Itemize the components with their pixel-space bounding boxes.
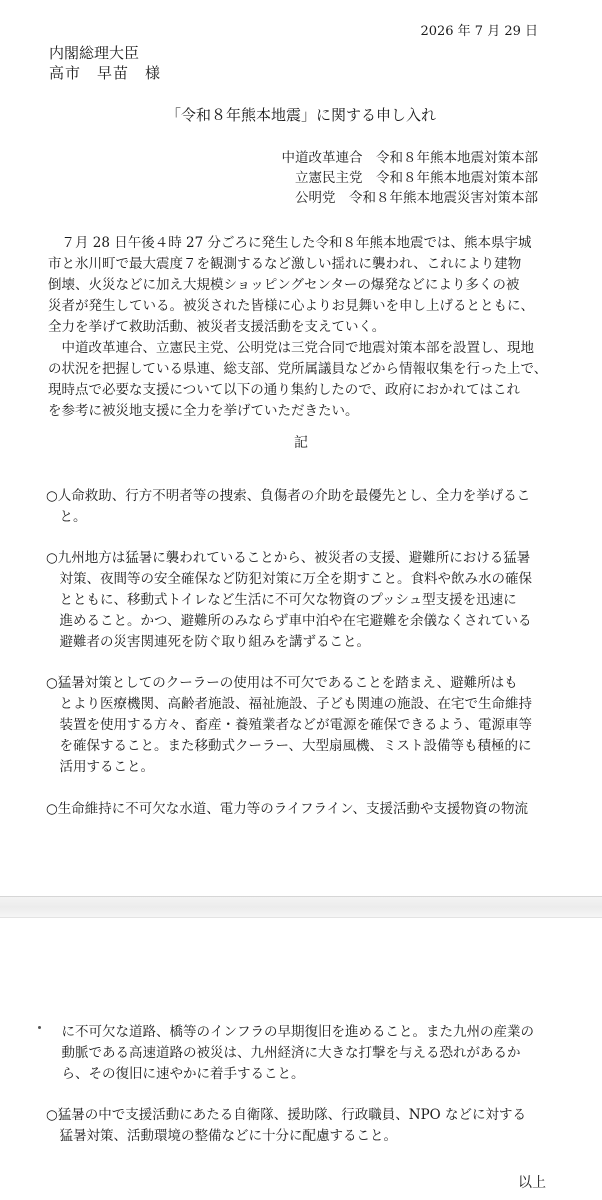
ki-heading: 記 (294, 435, 308, 451)
request-item-line: ○生命維持に不可欠な水道、電力等のライフライン、支援活動や支援物資の物流 (46, 801, 528, 817)
body-line: ７月 28 日午後４時 27 分ごろに発生した令和８年熊本地震では、熊本県宇城 (48, 235, 532, 251)
request-item-line: 活用すること。 (46, 759, 154, 775)
request-item-line: ○猛暑の中で支援活動にあたる自衛隊、援助隊、行政職員、NPO などに対する (46, 1107, 527, 1123)
body-line: 災者が発生している。被災された皆様に心よりお見舞いを申し上げるとともに、 (48, 298, 534, 314)
request-item-line: ○九州地方は猛暑に襲われていることから、被災者の支援、避難所における猛暑 (46, 550, 531, 566)
closing-ijo: 以上 (518, 1175, 546, 1191)
document-date: 2026 年 7 月 29 日 (420, 24, 538, 39)
body-line: を参考に被災地支援に全力を挙げていただきたい。 (48, 403, 359, 419)
body-line: 全力を挙げて救助活動、被災者支援活動を支えていく。 (48, 319, 386, 335)
body-line: 市と氷川町で最大震度７を観測するなど激しい揺れに襲われ、これにより建物 (48, 256, 522, 272)
request-item-line: 猛暑対策、活動環境の整備などに十分に配慮すること。 (46, 1128, 397, 1144)
scan-speck (38, 1026, 41, 1029)
request-item-line: 動脈である高速道路の被災は、九州経済に大きな打撃を与える恐れがあるか (48, 1045, 521, 1061)
sender-line: 立憲民主党 令和８年熊本地震対策本部 (295, 170, 538, 186)
request-item-line: とともに、移動式トイレなど生活に不可欠な物資のプッシュ型支援を迅速に (46, 592, 517, 608)
page-break-divider (0, 896, 602, 918)
request-item-line: を確保すること。また移動式クーラー、大型扇風機、ミスト設備等も積極的に (46, 738, 532, 754)
request-item-line: ○人命救助、行方不明者等の捜索、負傷者の介助を最優先とし、全力を挙げるこ (46, 488, 531, 504)
request-item-line: 避難者の災害関連死を防ぐ取り組みを講ずること。 (46, 634, 370, 650)
recipient-title: 内閣総理大臣 (49, 44, 140, 62)
request-item-line: に不可欠な道路、橋等のインフラの早期復旧を進めること。また九州の産業の (48, 1024, 534, 1040)
document-title: 「令和８年熊本地震」に関する申し入れ (165, 106, 436, 124)
request-item-line: ら、その復旧に速やかに着手すること。 (48, 1066, 305, 1082)
body-line: の状況を把握している県連、総支部、党所属議員などから情報収集を行った上で、 (48, 361, 548, 377)
request-item-line: とより医療機関、高齢者施設、福祉施設、子ども関連の施設、在宅で生命維持 (46, 696, 532, 712)
recipient-name: 高市 早苗 様 (49, 64, 162, 82)
body-line: 倒壊、火災などに加え大規模ショッピングセンターの爆発などにより多くの被 (48, 277, 520, 293)
request-item-line: 対策、夜間等の安全確保など防犯対策に万全を期すこと。食料や飲み水の確保 (46, 571, 532, 587)
request-item-line: ○猛暑対策としてのクーラーの使用は不可欠であることを踏まえ、避難所はも (46, 675, 518, 691)
body-line: 中道改革連合、立憲民主党、公明党は三党合同で地震対策本部を設置し、現地 (48, 340, 534, 356)
body-line: 現時点で必要な支援について以下の通り集約したので、政府におかれてはこれ (48, 382, 520, 398)
sender-line: 公明党 令和８年熊本地震災害対策本部 (295, 190, 538, 206)
request-item-line: 進めること。かつ、避難所のみならず車中泊や在宅避難を余儀なくされている (46, 613, 532, 629)
request-item-line: と。 (46, 509, 87, 525)
request-item-line: 装置を使用する方々、畜産・養殖業者などが電源を確保できるよう、電源車等 (46, 717, 532, 733)
sender-line: 中道改革連合 令和８年熊本地震対策本部 (281, 150, 538, 166)
